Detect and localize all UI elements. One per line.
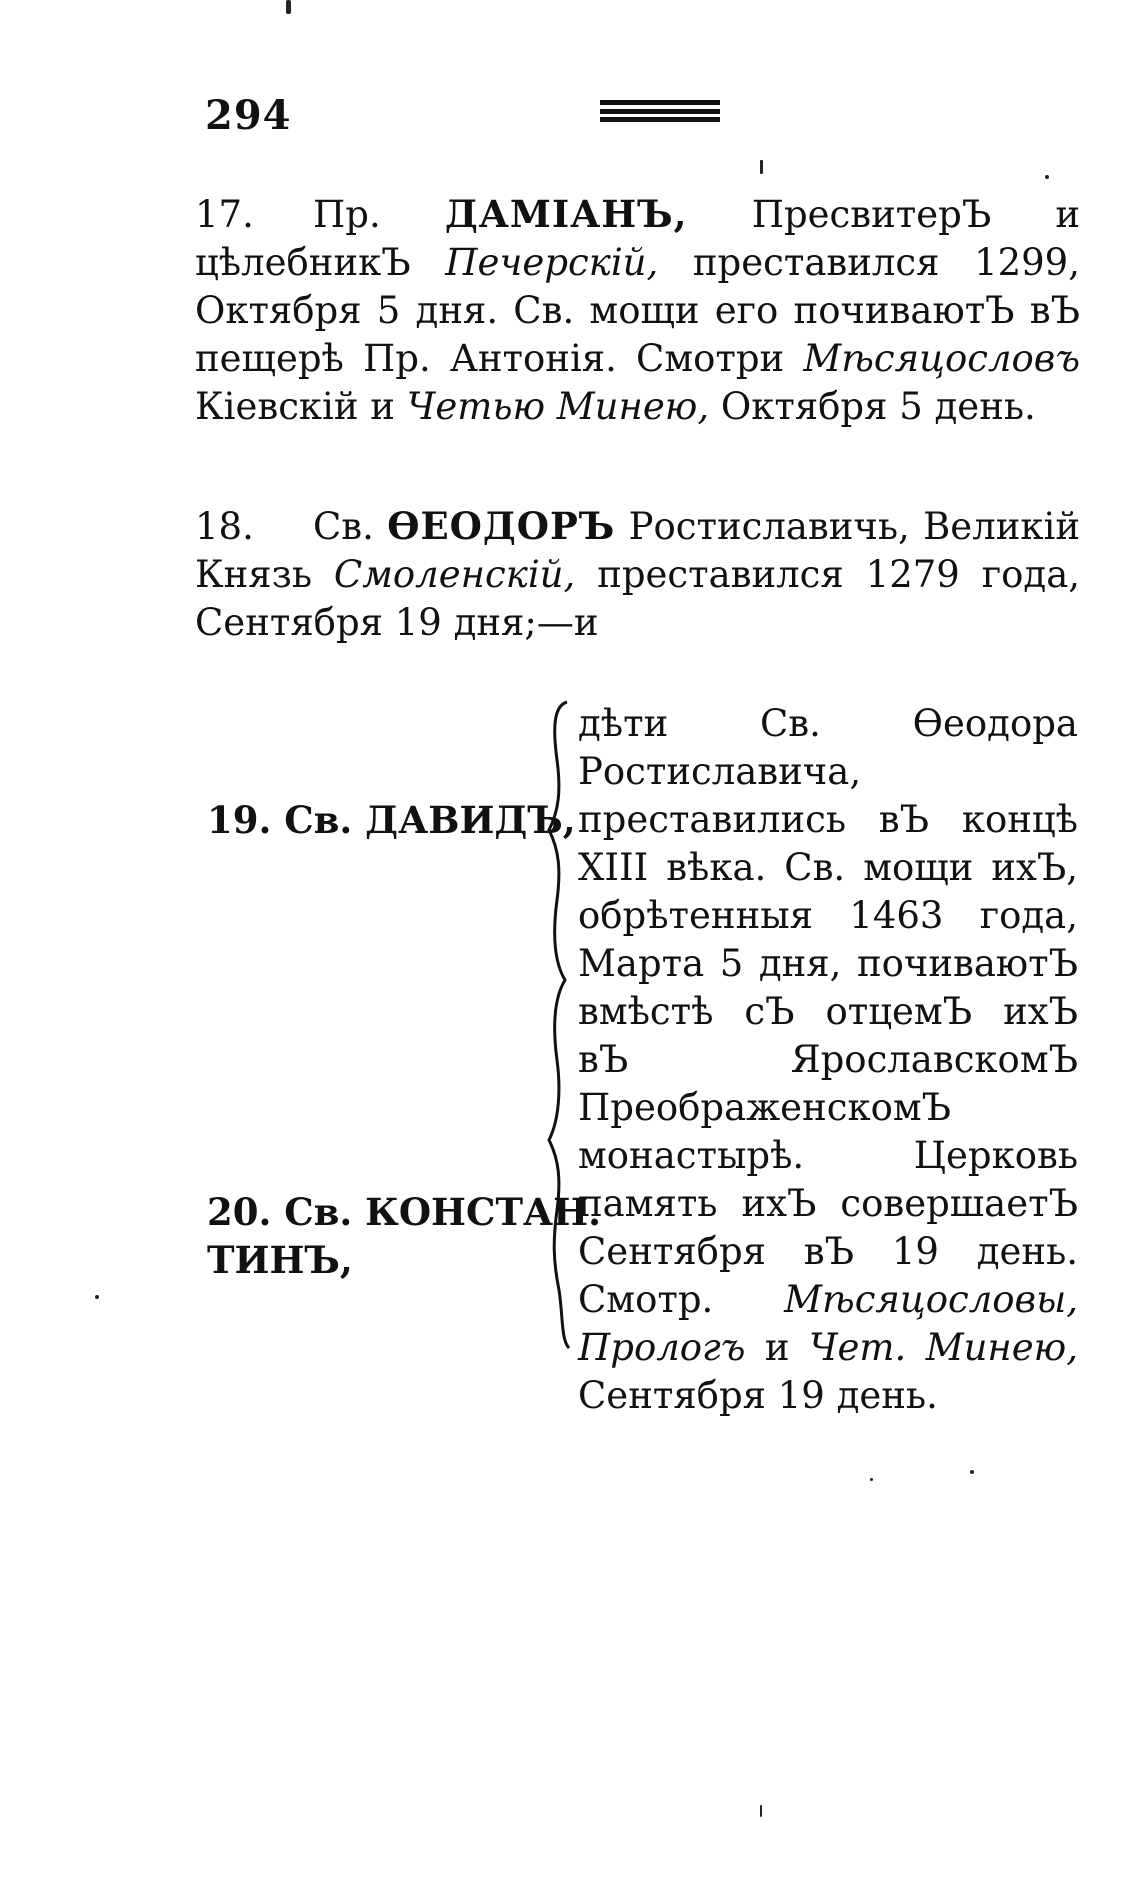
entry-italic: Четью Минею, — [406, 385, 710, 428]
entry-20-label-line1: 20. Св. КОНСТАН. — [207, 1190, 601, 1234]
entry-prefix: Пр. — [313, 193, 381, 236]
shared-text — [578, 700, 1078, 1420]
scan-speck — [1045, 175, 1049, 179]
scan-speck — [760, 160, 763, 174]
page-number: 294 — [205, 92, 292, 139]
entry-19-label: 19. Св. ДАВИДЪ, — [207, 798, 576, 842]
scan-speck — [95, 1295, 99, 1299]
entry-text: преставился 1299, Октября 5 дня. Св. мощи его почиваютЪ вЪ пещерѣ Пр. Антонія. Смотри — [195, 241, 1080, 380]
entry-prefix: Св. — [313, 505, 374, 548]
shared-italic: Чет. Минею, — [808, 1326, 1079, 1369]
entry-text: Кіевскій и — [195, 385, 395, 428]
entry-number: 17. — [195, 193, 254, 236]
shared-body: Сентября 19 день. — [578, 1374, 938, 1417]
shared-italic: Мѣсяцословы, — [784, 1278, 1078, 1321]
entry-name: ѲЕОДОРЪ — [387, 504, 616, 548]
entry-text: Октября 5 день. — [720, 385, 1036, 428]
entry-text: ПресвитерЪ и цѣлебникЪ — [195, 193, 1081, 284]
entry-italic: Печерскій, — [445, 241, 659, 284]
entry-italic: Смоленскій, — [333, 553, 576, 596]
header-rule — [600, 109, 720, 114]
entry-text: преставился 1279 года, Сентября 19 дня;—и — [195, 553, 1081, 644]
entry-italic: Мѣсяцословъ — [803, 337, 1080, 380]
entry-20-label-line2: ТИНЪ, — [207, 1238, 353, 1282]
shared-body: дѣти Св. Ѳеодора Ростиславича, преставились вЪ концѣ XIII вѣка. Св. мощи ихЪ, обрѣтенныя 1463 года, Марта 5 дня, почиваютЪ вмѣстѣ сЪ отцемЪ ихЪ вЪ ЯрославскомЪ ПреображенскомЪ монастырѣ. Церковь память ихЪ совершаетЪ Сентября вЪ 19 день. Смотр. — [578, 702, 1078, 1321]
header-rule — [600, 117, 720, 122]
scan-speck — [870, 1478, 873, 1481]
shared-italic: Прологъ — [578, 1326, 746, 1369]
entry-17 — [195, 190, 1080, 431]
scan-speck — [286, 0, 291, 14]
curly-brace — [545, 700, 571, 1350]
shared-body: и — [764, 1326, 790, 1369]
entry-18 — [195, 502, 1080, 647]
scan-speck — [760, 1805, 762, 1817]
entry-number: 18. — [195, 505, 254, 548]
entry-text: Ростиславичь, Великій Князь — [195, 505, 1080, 596]
header-rule — [600, 100, 720, 105]
scan-speck — [970, 1470, 974, 1474]
entry-name: ДАМІАНЪ, — [444, 192, 688, 236]
